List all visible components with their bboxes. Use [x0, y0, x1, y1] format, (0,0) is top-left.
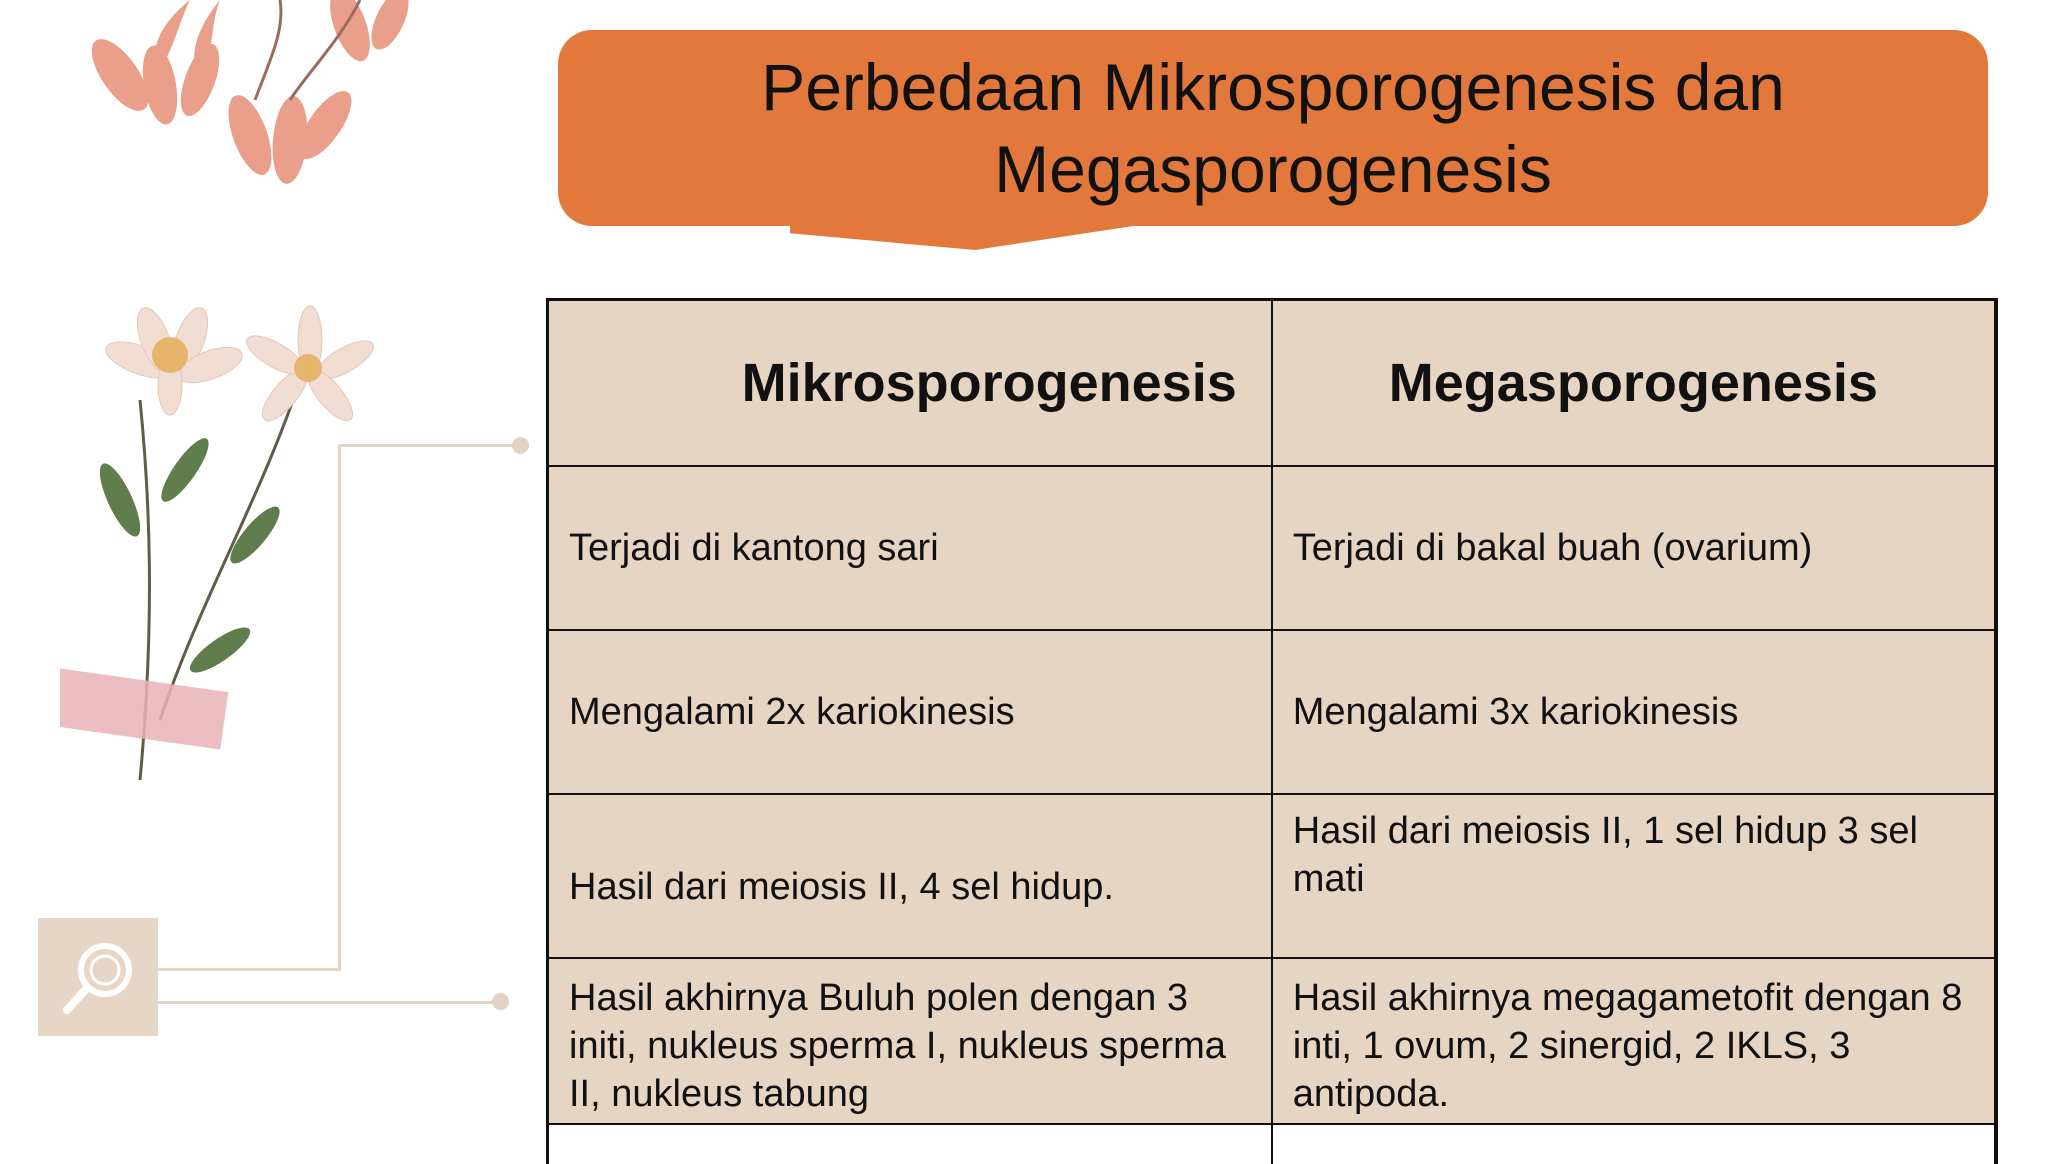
- search-button[interactable]: [38, 918, 158, 1036]
- table-cell-empty: [548, 1124, 1272, 1164]
- title-line-2: Megasporogenesis: [994, 132, 1552, 206]
- connector-line: [157, 968, 341, 971]
- page-title: [558, 30, 1988, 226]
- search-icon: [55, 934, 141, 1020]
- table-row: [548, 630, 1997, 794]
- table-cell: Hasil akhirnya megagametofit dengan 8 inti, 1 ovum, 2 sinergid, 2 IKLS, 3 antipoda.: [1272, 958, 1996, 1124]
- header-mikrosporogenesis: Mikrosporogenesis: [548, 300, 1272, 466]
- connector-dot: [492, 993, 509, 1010]
- table-row-empty: [548, 1124, 1997, 1164]
- table-row: [548, 794, 1997, 958]
- tape-icon: [60, 668, 228, 749]
- table-header-row: [548, 300, 1997, 466]
- title-banner-tail: [790, 222, 1160, 250]
- table-cell: Mengalami 3x kariokinesis: [1272, 630, 1996, 794]
- header-megasporogenesis: Megasporogenesis: [1272, 300, 1996, 466]
- table-cell: Mengalami 2x kariokinesis: [548, 630, 1272, 794]
- table-cell: Hasil dari meiosis II, 1 sel hidup 3 sel mati: [1272, 794, 1996, 958]
- table-cell: Hasil akhirnya Buluh polen dengan 3 initi, nukleus sperma I, nukleus sperma II, nukleus tabung: [548, 958, 1272, 1124]
- connector-dot: [512, 437, 529, 454]
- comparison-table: [546, 298, 1998, 1164]
- connector-line: [340, 444, 522, 447]
- connector-line: [157, 1001, 499, 1004]
- table-row: [548, 958, 1997, 1124]
- title-line-1: Perbedaan Mikrosporogenesis dan: [761, 50, 1785, 124]
- table-cell: Hasil dari meiosis II, 4 sel hidup.: [548, 794, 1272, 958]
- table-cell: Terjadi di kantong sari: [548, 466, 1272, 630]
- table-cell: Terjadi di bakal buah (ovarium): [1272, 466, 1996, 630]
- table-cell-empty: [1272, 1124, 1996, 1164]
- table-row: [548, 466, 1997, 630]
- connector-line: [338, 444, 341, 971]
- flower-icon: [80, 0, 440, 200]
